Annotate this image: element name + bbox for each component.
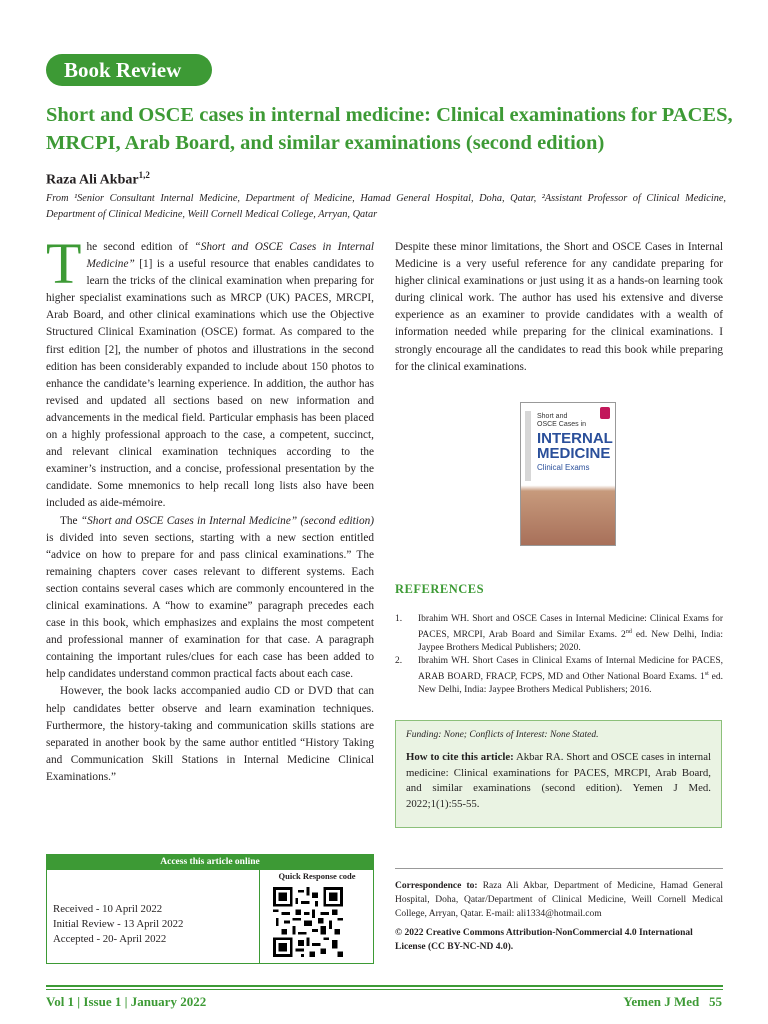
cite-text: Akbar RA. Short and OSCE cases in internal medicine: Clinical examinations for PACES, MRCPI, Arab Board, and similar examinations (second edition). Yemen J Med. 2022;1(1):55-55.: [406, 751, 711, 810]
cover-spine: [525, 411, 531, 481]
received-date: Received - 10 April 2022: [53, 903, 163, 915]
affiliation: From ¹Senior Consultant Internal Medicine, Department of Medicine, Hamad General Hospital, Doha, Qatar, ²Assistant Professor of Clinical Medicine, Department of Clinical Medicine, Weill Cornell Medical College, Arryan, Qatar: [46, 193, 726, 220]
reference-number: 2.: [395, 656, 403, 667]
cover-line-4: MEDICINE: [537, 445, 611, 462]
cover-line-1: Short and: [537, 413, 568, 420]
reference-text: Ibrahim WH. Short and OSCE Cases in Internal Medicine: Clinical Exams for PACES, MRCPI, Arab Board and Similar Exams. 2: [418, 614, 723, 641]
p2-book-title: “Short and OSCE Cases in Internal Medicine” (second edition): [80, 514, 375, 527]
funding-statement: Funding: None; Conflicts of Interest: None Stated.: [406, 730, 599, 740]
paragraph-2: [46, 513, 374, 684]
initial-review-date: Initial Review - 13 April 2022: [53, 918, 184, 930]
paragraph-3: However, the book lacks accompanied audio CD or DVD that can help candidates better observe and learn examination techniques. Furthermore, the history-taking and communication skills stations are separated in another book by the same author entitled “History Taking and Communication Skill Stations in Internal Medicine Clinical Examinations.”: [46, 685, 374, 783]
cite-label: How to cite this article:: [406, 751, 514, 763]
cover-subtitle: [537, 413, 586, 429]
cover-line-2: OSCE Cases in: [537, 421, 587, 428]
book-cover-image: [520, 402, 616, 546]
reference-text: Ibrahim WH. Short Cases in Clinical Exams of Internal Medicine for PACES, ARAB BOARD, FRACP, FCPS, MD and Other National Board Exams. 1: [418, 656, 723, 683]
p2-text-a: The: [60, 514, 81, 527]
article-dates: [53, 902, 183, 947]
reference-item: [395, 655, 723, 697]
paragraph-1: [46, 231, 374, 513]
how-to-cite: [406, 750, 711, 812]
accepted-date: Accepted - 20- April 2022: [53, 933, 167, 945]
reference-sup: st: [704, 671, 709, 678]
access-article-panel: [46, 854, 374, 964]
paragraph-4: Despite these minor limitations, the Short and OSCE Cases in Internal Medicine is a very useful reference for any candidate preparing for higher clinical examinations or just using it as a hands-on learning took during clinical work. The author has used his extensive and diverse experience as an examiner to provide candidates with a wealth of information needed while preparing for the clinical examinations. I strongly encourage all the candidates to read this book while preparing for the clinical examinations.: [395, 241, 723, 373]
panel-divider: [259, 870, 260, 963]
right-column: [395, 239, 723, 376]
author-superscript: 1,2: [138, 170, 150, 180]
p2-text-b: is divided into seven sections, starting with a new section entitled “advice on how to prepare for and pass clinical examinations.” The remaining chapters cover cases relevant to different systems. Each section contains several cases which are commonly encountered in the clinical examinations. A “how to examine” paragraph precedes each case in this book, which emphasizes and explains the most competent and professional manner of examination for that case. A paragraph containing the important rules/clues for each case has been added to help candidates understand common practical facts about each case.: [46, 531, 374, 681]
references-list: [395, 613, 723, 697]
reference-item: [395, 613, 723, 655]
p1-book-title: “Short and OSCE Cases in Internal Medicine”: [86, 241, 374, 271]
qr-label: Quick Response code: [278, 871, 356, 881]
left-column: [46, 231, 375, 786]
cover-title: [537, 431, 613, 461]
p1-text-a: he second edition of: [86, 241, 195, 253]
article-title: Short and OSCE cases in internal medicine: Clinical examinations for PACES, MRCPI, Arab Board, and similar examinations (second edition): [46, 104, 733, 154]
cover-line-3: INTERNAL: [537, 430, 613, 447]
license-statement: © 2022 Creative Commons Attribution-NonCommercial 4.0 International License (CC BY-NC-ND 4.0).: [395, 928, 693, 952]
reference-sup: nd: [625, 629, 632, 635]
correspondence-rule: [395, 868, 723, 869]
reference-text: ed. New Delhi, India: Jaypee Brothers Medical Publishers; 2020.: [418, 630, 723, 654]
citation-box: [395, 720, 722, 828]
references-heading: REFERENCES: [395, 582, 485, 596]
reference-text: ed. New Delhi, India: Jaypee Brothers Medical Publishers; 2016.: [418, 672, 724, 696]
p1-text-b: [1] is a useful resource that enables candidates to learn the tricks of the clinical examination when preparing for higher specialist examinations such as MRCP (UK) PACES, MRCPI, Arab Board, and other clinical examinations which use the Objective Structured Clinical Examination (OSCE) format. As compared to the first edition [2], the number of photos and illustrations in the second edition has been considerably expanded to include about 150 photos to enhance the candidate’s learning experience. In addition, the author has revised and updated all sections based on new information and advancements in the medical field. Particular emphasis has been placed on a highly professional approach to the case, a competent, succinct, and relevant clinical examination techniques according to the examiner’s instruction, and a concise, professional presentation by the candidate. Some mnemonics to help recall long lists also have been included as aide-mémoire.: [46, 258, 374, 510]
author-text: Raza Ali Akbar: [46, 172, 139, 188]
drop-cap: T: [46, 231, 82, 296]
access-header: Access this article online: [47, 855, 373, 870]
correspondence-label: Correspondence to:: [395, 881, 478, 891]
correspondence: [395, 879, 723, 921]
footer-rule: [46, 985, 723, 987]
footer-issue: Vol 1 | Issue 1 | January 2022: [46, 994, 207, 1009]
publisher-logo-icon: [600, 407, 610, 419]
correspondence-text: Raza Ali Akbar, Department of Medicine, Hamad General Hospital, Doha, Qatar/Department of Clinical Medicine, Weill Cornell Medical College, Arryan, Qatar. E-mail: ali1334@hotmail.com: [395, 881, 723, 919]
footer-rule-thin: [46, 989, 723, 990]
reference-number: 1.: [395, 614, 403, 624]
footer-journal-page: Yemen J Med 55: [623, 994, 722, 1009]
author-name: [46, 170, 150, 189]
qr-code-icon[interactable]: [273, 886, 343, 958]
cover-tagline: Clinical Exams: [537, 463, 590, 472]
section-badge: Book Review: [46, 54, 212, 86]
